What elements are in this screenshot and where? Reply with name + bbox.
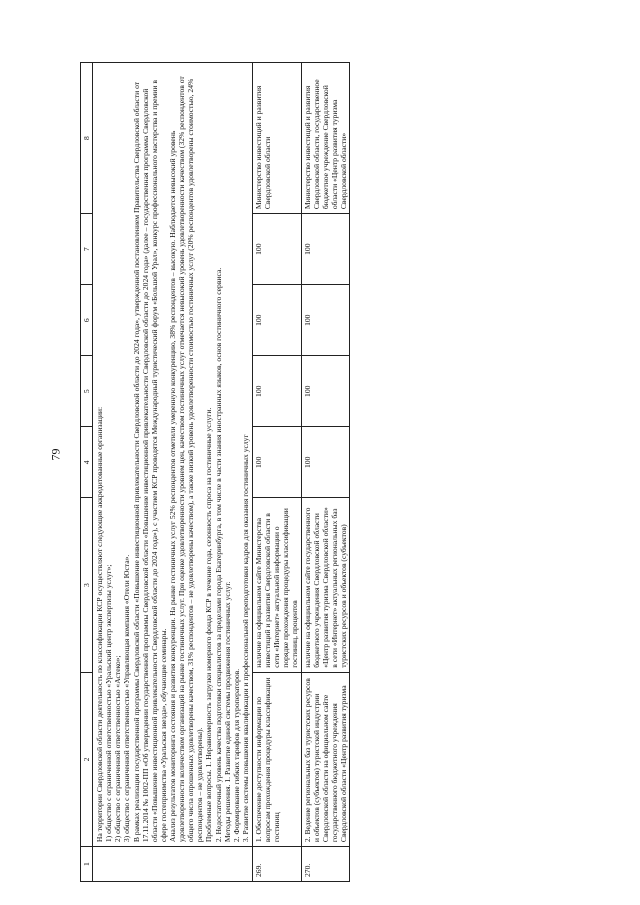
header-col-2: 2	[81, 672, 93, 846]
rotated-table-frame	[80, 62, 602, 882]
info-row	[93, 63, 253, 882]
header-row	[81, 63, 93, 882]
page-number: 79	[48, 448, 63, 461]
header-col-3: 3	[81, 498, 93, 672]
header-col-7: 7	[81, 214, 93, 285]
value-col-5: 100	[252, 356, 301, 427]
row-number: 270.	[301, 847, 350, 882]
value-col-7: 100	[252, 214, 301, 285]
responsible-cell: Министерство инвестиций и развития Свердловской области, государственное бюджетное учреждение Свердловской области «Центр развития туризма Свердловской области»	[301, 63, 350, 214]
value-col-6: 100	[301, 285, 350, 356]
row-number: 269.	[252, 847, 301, 882]
value-col-5: 100	[301, 356, 350, 427]
info-paragraph: Методы решения. 1. Развитие единой системы продвижения гостиничных услуг.	[222, 581, 232, 843]
header-col-1: 1	[81, 847, 93, 882]
table-container	[80, 62, 602, 882]
header-col-6: 6	[81, 285, 93, 356]
table-row	[301, 63, 350, 882]
info-paragraph: Проблемные вопросы. 1. Неравномерность загрузки номерного фонда КСР в течение года, сезонность спроса на гостиничные услуги.	[204, 407, 214, 843]
value-col-6: 100	[252, 285, 301, 356]
value-col-4: 100	[252, 427, 301, 498]
info-paragraph: 2. Недостаточный уровень качества подготовки специалистов за пределами города Екатеринбурга, в том числе в части знания иностранных языков, основ гостиничного сервиса.	[213, 267, 223, 843]
info-paragraph: 3) общество с ограниченной ответственностью «Управляющая компания «Отели Юста».	[122, 554, 132, 843]
value-col-4: 100	[301, 427, 350, 498]
header-col-8: 8	[81, 63, 93, 214]
value-col-7: 100	[301, 214, 350, 285]
info-paragraph: На территории Свердловской области деятельность по классификации КСР осуществляют следующие аккредитованные организации:	[95, 406, 105, 843]
responsible-cell: Министерство инвестиций и развития Свердловской области	[252, 63, 301, 214]
info-paragraph: В рамках реализации государственной программы Свердловской области «Повышение инвестиционной привлекательности Свердловской области до 2024 года», утвержденной постановлением Правительства Свердловской области от 17.11.2014 № 1002-ПП «Об утверждении государственной программы Свердловской области «Повышение инвестиционной привлекательности Свердловской области до 2024 года» (далее – государственная программа Свердловской области «Повышение инвестиционной привлекательности Свердловской области до 2024 года»), с участием КСР проводятся Международный туристический форум «Большой Урал», конкурс профессионального мастерства и премии в сфере гостеприимства «Уральская звезда», обучающие семинары.	[131, 80, 168, 843]
info-cell	[93, 63, 253, 847]
table-row	[252, 63, 301, 882]
info-row-number	[93, 847, 253, 882]
info-paragraph: Анализ результатов мониторинга состояния и развития конкуренции. На рынке гостиничных услуг 52% респондентов отметили умеренную конкуренцию, 38% респондентов – высокую. Наблюдается невысокий уровень удовлетворенности количеством организаций на рынке гостиничных услуг. При оценке удовлетворенности уровнем цен, качеством гостиничных услуг отмечается невысокий уровень удовлетворенности качеством (32% респондентов от общего числа опрошенных удовлетворены качеством, 31% респондентов – не удовлетворены качеством), а также низкий уровень удовлетворенности стоимостью гостиничных услуг (20% респондентов удовлетворены стоимостью, 24% респондентов – не удовлетворены).	[167, 76, 205, 843]
measure-cell: 2. Ведение региональных баз туристских ресурсов и объектов (субъектов) туристской индустрии Свердловской области на официальном сайте государственного бюджетного учреждения Свердловской области «Центр развития туризма	[301, 672, 350, 846]
measures-table	[80, 62, 350, 882]
info-paragraph: 2. Формирование гибких тарифов для туроператоров.	[231, 668, 241, 843]
info-paragraph: 2) общество с ограниченной ответственностью «Астеко»;	[113, 655, 123, 843]
indicator-cell: наличие на официальном сайте государственного бюджетного учреждения Свердловской области «Центр развития туризма Свердловской области» в сети «Интернет» актуальных региональных баз туристских ресурсов и объектов (субъектов)	[301, 498, 350, 672]
indicator-cell: наличие на официальном сайте Министерства инвестиций и развития Свердловской области в сети «Интернет» актуальной информации о порядке прохождения процедуры классификации гостиниц, процентов	[252, 498, 301, 672]
info-paragraph: 1) общество с ограниченной ответственностью «Уральский центр экспертизы услуг»;	[104, 564, 114, 843]
measure-cell: 1. Обеспечение доступности информации по вопросам прохождения процедуры классификации гостиниц	[252, 672, 301, 846]
info-paragraph: 3. Развитие системы повышения квалификации и профессиональной переподготовки кадров для оказания гостиничных услуг	[240, 434, 250, 843]
header-col-4: 4	[81, 427, 93, 498]
header-col-5: 5	[81, 356, 93, 427]
